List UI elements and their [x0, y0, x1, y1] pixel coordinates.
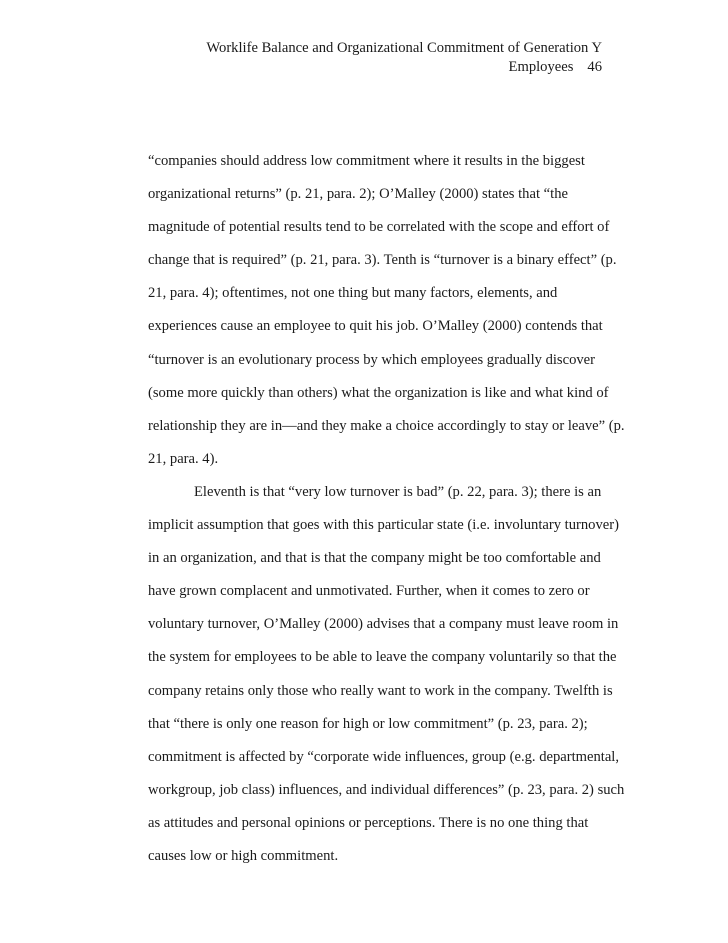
text-line: causes low or high commitment.	[148, 847, 339, 864]
text-line: voluntary turnover, O’Malley (2000) advises that a company must leave room in	[148, 616, 619, 633]
text-line: organizational returns” (p. 21, para. 2); O’Malley (2000) states that “the	[148, 186, 568, 203]
text-line: “turnover is an evolutionary process by which employees gradually discover	[148, 351, 596, 368]
text-line: 21, para. 4).	[148, 450, 219, 467]
text-line: “companies should address low commitment where it results in the biggest	[148, 153, 585, 169]
paragraph-continuation	[148, 145, 625, 476]
text-line: workgroup, job class) influences, and individual differences” (p. 23, para. 2) such	[148, 781, 625, 798]
running-head-title-continuation: Employees	[508, 59, 574, 75]
body-text	[148, 145, 625, 873]
text-line: company retains only those who really want to work in the company. Twelfth is	[148, 682, 613, 699]
text-line: commitment is affected by “corporate wide influences, group (e.g. departmental,	[148, 748, 620, 765]
text-line: relationship they are in—and they make a choice accordingly to stay or leave” (p.	[148, 417, 625, 434]
text-line: implicit assumption that goes with this particular state (i.e. involuntary turnover)	[148, 517, 619, 534]
running-head	[142, 39, 602, 77]
text-line: (some more quickly than others) what the organization is like and what kind of	[148, 384, 609, 401]
text-line: have grown complacent and unmotivated. Further, when it comes to zero or	[148, 583, 590, 600]
text-line-indented: Eleventh is that “very low turnover is bad” (p. 22, para. 3); there is an	[194, 483, 602, 500]
running-head-title-line-1: Worklife Balance and Organizational Commitment of Generation Y	[206, 40, 602, 56]
text-line: experiences cause an employee to quit his job. O’Malley (2000) contends that	[148, 318, 603, 335]
text-line: change that is required” (p. 21, para. 3). Tenth is “turnover is a binary effect” (p.	[148, 252, 617, 269]
text-line: 21, para. 4); oftentimes, not one thing but many factors, elements, and	[148, 285, 558, 302]
text-line: as attitudes and personal opinions or perceptions. There is no one thing that	[148, 814, 589, 831]
text-line: magnitude of potential results tend to be correlated with the scope and effort of	[148, 219, 610, 236]
running-head-title-line-2	[142, 58, 602, 77]
page-number: 46	[587, 59, 602, 75]
text-line: that “there is only one reason for high or low commitment” (p. 23, para. 2);	[148, 715, 588, 732]
paragraph-eleventh	[148, 476, 625, 873]
text-line: the system for employees to be able to leave the company voluntarily so that the	[148, 649, 617, 666]
text-line: in an organization, and that is that the company might be too comfortable and	[148, 550, 601, 567]
